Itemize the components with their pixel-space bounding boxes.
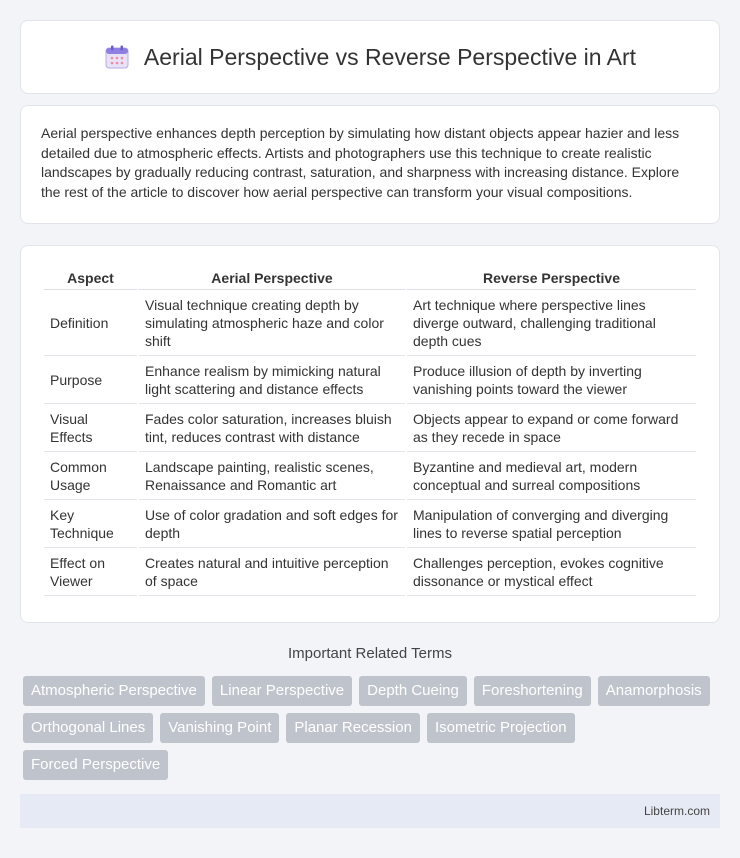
- tag-planar-recession[interactable]: Planar Recession: [286, 713, 420, 743]
- row-aspect: Purpose: [44, 356, 137, 404]
- row-reverse: Challenges perception, evokes cognitive dissonance or mystical effect: [407, 548, 696, 596]
- comparison-card: [20, 245, 720, 623]
- tag-isometric-projection[interactable]: Isometric Projection: [427, 713, 575, 743]
- tag-orthogonal-lines[interactable]: Orthogonal Lines: [23, 713, 153, 743]
- tag-forced-perspective[interactable]: Forced Perspective: [23, 750, 168, 780]
- row-aerial: Fades color saturation, increases bluish tint, reduces contrast with distance: [139, 404, 405, 452]
- page-title: Aerial Perspective vs Reverse Perspective in Art: [143, 43, 637, 70]
- header-aerial: Aerial Perspective: [139, 264, 405, 290]
- row-aspect: Definition: [44, 290, 137, 356]
- row-reverse: Byzantine and medieval art, modern conceptual and surreal compositions: [407, 452, 696, 500]
- intro-card: [20, 105, 720, 224]
- row-aspect: Effect on Viewer: [44, 548, 137, 596]
- tag-atmospheric-perspective[interactable]: Atmospheric Perspective: [23, 676, 205, 706]
- table-row: [44, 548, 696, 596]
- related-terms-title: Important Related Terms: [288, 645, 452, 662]
- table-row: [44, 500, 696, 548]
- row-aspect: Visual Effects: [44, 404, 137, 452]
- row-reverse: Manipulation of converging and diverging lines to reverse spatial perception: [407, 500, 696, 548]
- related-terms-list: [23, 676, 723, 780]
- row-reverse: Produce illusion of depth by inverting vanishing points toward the viewer: [407, 356, 696, 404]
- row-aerial: Visual technique creating depth by simulating atmospheric haze and color shift: [139, 290, 405, 356]
- footer-brand[interactable]: Libterm.com: [643, 804, 710, 818]
- table-row: [44, 356, 696, 404]
- table-row: [44, 452, 696, 500]
- row-aerial: Creates natural and intuitive perception of space: [139, 548, 405, 596]
- row-aspect: Common Usage: [44, 452, 137, 500]
- header-card: [20, 20, 720, 94]
- footer-bar: [20, 794, 720, 828]
- tag-vanishing-point[interactable]: Vanishing Point: [160, 713, 279, 743]
- header-reverse: Reverse Perspective: [407, 264, 696, 290]
- row-aerial: Enhance realism by mimicking natural light scattering and distance effects: [139, 356, 405, 404]
- header-aspect: Aspect: [44, 264, 137, 290]
- table-row: [44, 290, 696, 356]
- comparison-table: [42, 264, 698, 596]
- tag-anamorphosis[interactable]: Anamorphosis: [598, 676, 710, 706]
- title-wrap: [104, 44, 636, 71]
- intro-text: Aerial perspective enhances depth perception by simulating how distant objects appear hazier and less detailed due to atmospheric effects. Artists and photographers use this technique to create realistic landscapes by gradually reducing contrast, saturation, and sharpness with increasing distance. Explore the rest of the article to discover how aerial perspective can transform your visual compositions.: [41, 125, 680, 200]
- calendar-icon: [104, 44, 130, 70]
- row-aerial: Landscape painting, realistic scenes, Renaissance and Romantic art: [139, 452, 405, 500]
- tag-depth-cueing[interactable]: Depth Cueing: [359, 676, 467, 706]
- tag-linear-perspective[interactable]: Linear Perspective: [212, 676, 352, 706]
- row-aerial: Use of color gradation and soft edges for depth: [139, 500, 405, 548]
- row-reverse: Objects appear to expand or come forward as they recede in space: [407, 404, 696, 452]
- row-reverse: Art technique where perspective lines diverge outward, challenging traditional depth cues: [407, 290, 696, 356]
- tag-foreshortening[interactable]: Foreshortening: [474, 676, 591, 706]
- table-header-row: [44, 264, 696, 290]
- table-row: [44, 404, 696, 452]
- row-aspect: Key Technique: [44, 500, 137, 548]
